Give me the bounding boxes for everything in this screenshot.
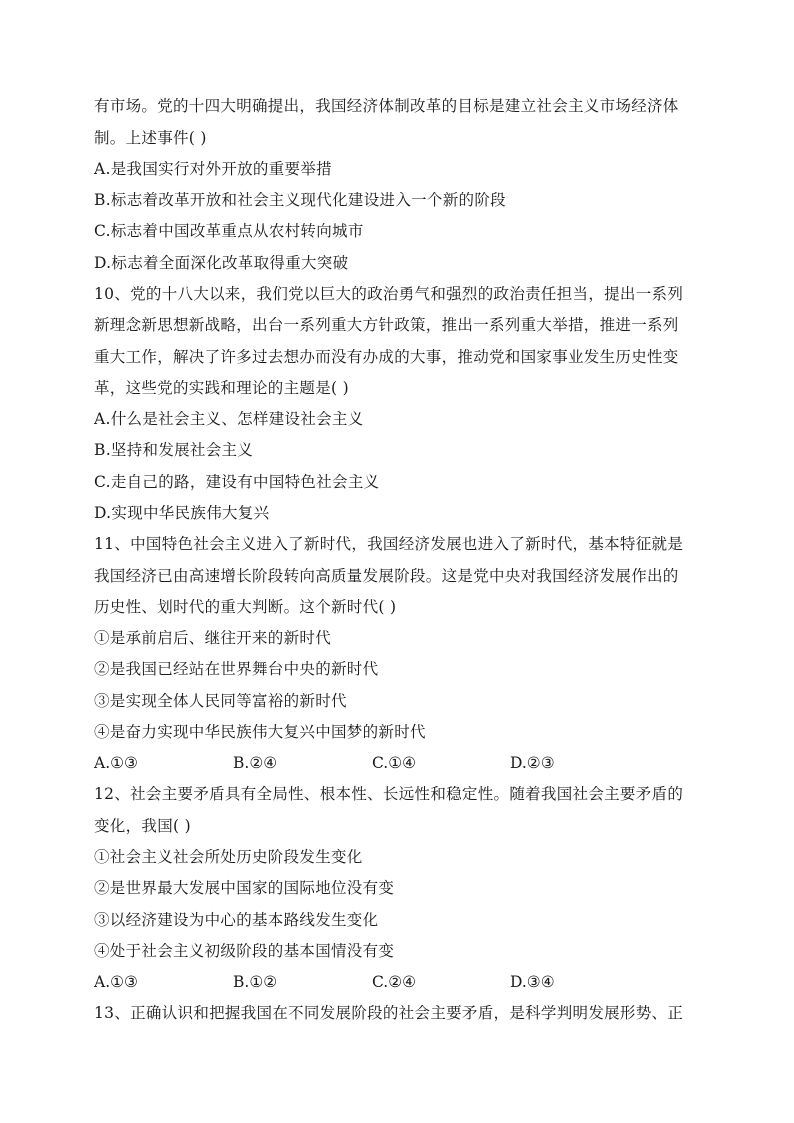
option-line: A.是我国实行对外开放的重要举措: [94, 160, 332, 178]
option-line: D.标志着全面深化改革取得重大突破: [94, 254, 349, 272]
statement-line: ③是实现全体人民同等富裕的新时代: [94, 692, 347, 710]
statement-line: ③以经济建设为中心的基本路线发生变化: [94, 911, 379, 929]
question-10-line: 革，这些党的实践和理论的主题是( ): [94, 379, 349, 397]
option-c: C.②④: [372, 973, 417, 991]
question-10-line: 重大工作，解决了许多过去想办而没有办成的大事，推动党和国家事业发生历史性变: [94, 348, 679, 366]
text-line: 有市场。党的十四大明确提出，我国经济体制改革的目标是建立社会主义市场经济体: [94, 97, 679, 115]
statement-line: ④处于社会主义初级阶段的基本国情没有变: [94, 942, 395, 960]
option-d: D.③④: [510, 973, 555, 991]
option-a: A.①③: [94, 973, 138, 991]
question-12-line: 变化，我国( ): [94, 817, 191, 835]
question-13-line: 13、正确认识和把握我国在不同发展阶段的社会主要矛盾，是科学判明发展形势、正: [94, 1004, 684, 1022]
option-b: B.②④: [233, 754, 278, 772]
option-line: D.实现中华民族伟大复兴: [94, 504, 270, 522]
question-12-line: 12、社会主要矛盾具有全局性、根本性、长远性和稳定性。随着我国社会主要矛盾的: [94, 785, 684, 803]
question-11-line: 历史性、划时代的重大判断。这个新时代( ): [94, 598, 397, 616]
option-d: D.②③: [510, 754, 555, 772]
statement-line: ②是我国已经站在世界舞台中央的新时代: [94, 660, 379, 678]
option-line: C.走自己的路，建设有中国特色社会主义: [94, 473, 380, 491]
option-a: A.①③: [94, 754, 138, 772]
question-11-line: 11、中国特色社会主义进入了新时代，我国经济发展也进入了新时代，基本特征就是: [94, 535, 684, 553]
option-line: B.标志着改革开放和社会主义现代化建设进入一个新的阶段: [94, 191, 506, 209]
option-b: B.①②: [233, 973, 278, 991]
option-line: C.标志着中国改革重点从农村转向城市: [94, 222, 364, 240]
question-12-options: [94, 972, 704, 992]
question-11-options: [94, 753, 704, 773]
statement-line: ④是奋力实现中华民族伟大复兴中国梦的新时代: [94, 723, 426, 741]
option-line: A.什么是社会主义、怎样建设社会主义: [94, 410, 364, 428]
question-10-line: 新理念新思想新战略，出台一系列重大方针政策，推出一系列重大举措，推进一系列: [94, 316, 679, 334]
text-line: 制。上述事件( ): [94, 129, 207, 147]
statement-line: ①是承前启后、继往开来的新时代: [94, 629, 332, 647]
question-11-line: 我国经济已由高速增长阶段转向高质量发展阶段。这是党中央对我国经济发展作出的: [94, 567, 679, 585]
option-line: B.坚持和发展社会主义: [94, 441, 254, 459]
question-10-line: 10、党的十八大以来，我们党以巨大的政治勇气和强烈的政治责任担当，提出一系列: [94, 285, 684, 303]
statement-line: ①社会主义社会所处历史阶段发生变化: [94, 848, 363, 866]
option-c: C.①④: [372, 754, 417, 772]
statement-line: ②是世界最大发展中国家的国际地位没有变: [94, 879, 395, 897]
